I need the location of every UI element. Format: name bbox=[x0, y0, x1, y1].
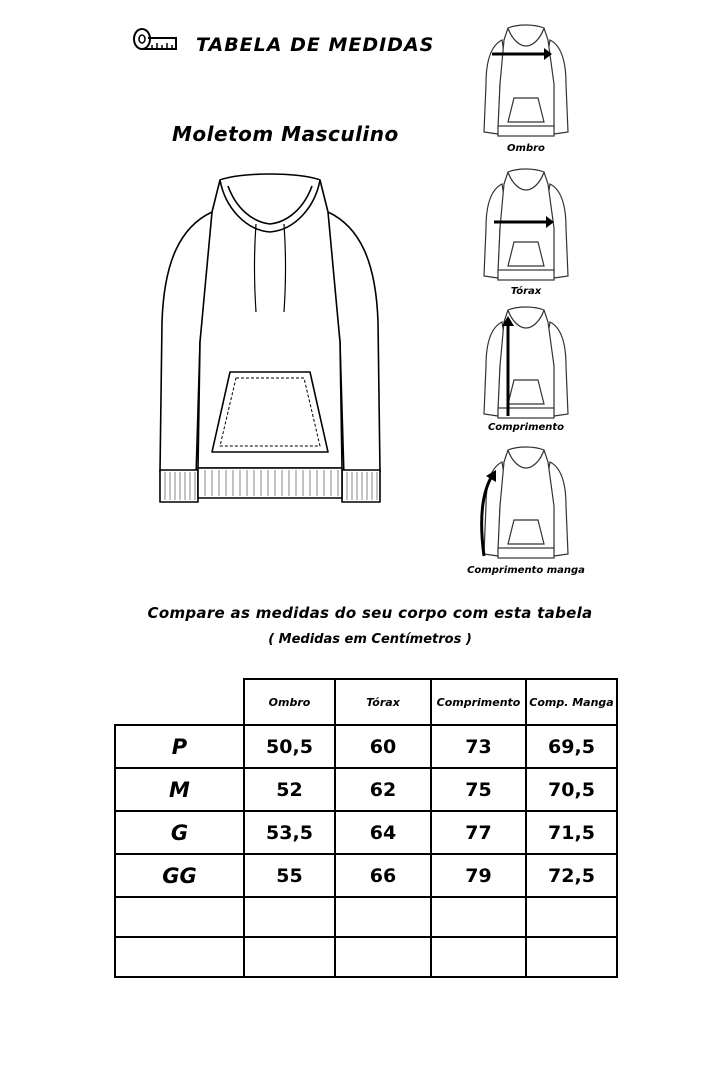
guide-label-shoulder: Ombro bbox=[507, 143, 545, 154]
table-cell bbox=[244, 897, 335, 937]
table-header-row bbox=[115, 679, 617, 725]
table-cell: 62 bbox=[335, 768, 431, 811]
column-header-sleeve: Comp. Manga bbox=[526, 679, 617, 725]
size-label: M bbox=[115, 768, 244, 811]
hoodie-front-illustration bbox=[150, 172, 390, 512]
table-cell: 53,5 bbox=[244, 811, 335, 854]
guide-label-chest: Tórax bbox=[510, 286, 542, 297]
guide-label-sleeve: Comprimento manga bbox=[467, 565, 585, 576]
table-cell: 73 bbox=[431, 725, 526, 768]
column-header-shoulder: Ombro bbox=[244, 679, 335, 725]
table-cell: 72,5 bbox=[526, 854, 617, 897]
table-cell: 70,5 bbox=[526, 768, 617, 811]
table-cell: 75 bbox=[431, 768, 526, 811]
table-cell: 71,5 bbox=[526, 811, 617, 854]
table-cell bbox=[115, 937, 244, 977]
table-row bbox=[115, 811, 617, 854]
size-label: GG bbox=[115, 854, 244, 897]
table-cell: 50,5 bbox=[244, 725, 335, 768]
table-cell bbox=[335, 937, 431, 977]
table-cell bbox=[244, 937, 335, 977]
table-row bbox=[115, 725, 617, 768]
hoodie-shoulder-guide-icon bbox=[478, 24, 574, 142]
table-cell bbox=[115, 897, 244, 937]
measuring-tape-icon bbox=[132, 26, 180, 56]
column-header-length: Comprimento bbox=[431, 679, 526, 725]
column-header-chest: Tórax bbox=[335, 679, 431, 725]
table-cell: 69,5 bbox=[526, 725, 617, 768]
size-table bbox=[114, 678, 618, 978]
table-cell: 66 bbox=[335, 854, 431, 897]
table-cell bbox=[431, 937, 526, 977]
table-row bbox=[115, 854, 617, 897]
hoodie-sleeve-guide-icon bbox=[478, 446, 574, 564]
table-cell: 52 bbox=[244, 768, 335, 811]
table-cell: 64 bbox=[335, 811, 431, 854]
table-row bbox=[115, 768, 617, 811]
table-cell bbox=[431, 897, 526, 937]
compare-instruction: Compare as medidas do seu corpo com esta tabela bbox=[147, 604, 593, 622]
hoodie-chest-guide-icon bbox=[478, 168, 574, 286]
table-cell: 79 bbox=[431, 854, 526, 897]
product-name: Moletom Masculino bbox=[172, 122, 399, 146]
table-cell bbox=[335, 897, 431, 937]
table-row bbox=[115, 937, 617, 977]
table-cell: 60 bbox=[335, 725, 431, 768]
hoodie-length-guide-icon bbox=[478, 306, 574, 424]
table-cell bbox=[526, 937, 617, 977]
table-cell bbox=[526, 897, 617, 937]
table-row bbox=[115, 897, 617, 937]
units-note: ( Medidas em Centímetros ) bbox=[268, 632, 472, 647]
page-title: TABELA DE MEDIDAS bbox=[196, 34, 435, 56]
table-cell: 77 bbox=[431, 811, 526, 854]
guide-label-length: Comprimento bbox=[487, 422, 565, 433]
table-corner-cell bbox=[115, 679, 244, 725]
size-label: G bbox=[115, 811, 244, 854]
size-label: P bbox=[115, 725, 244, 768]
table-cell: 55 bbox=[244, 854, 335, 897]
